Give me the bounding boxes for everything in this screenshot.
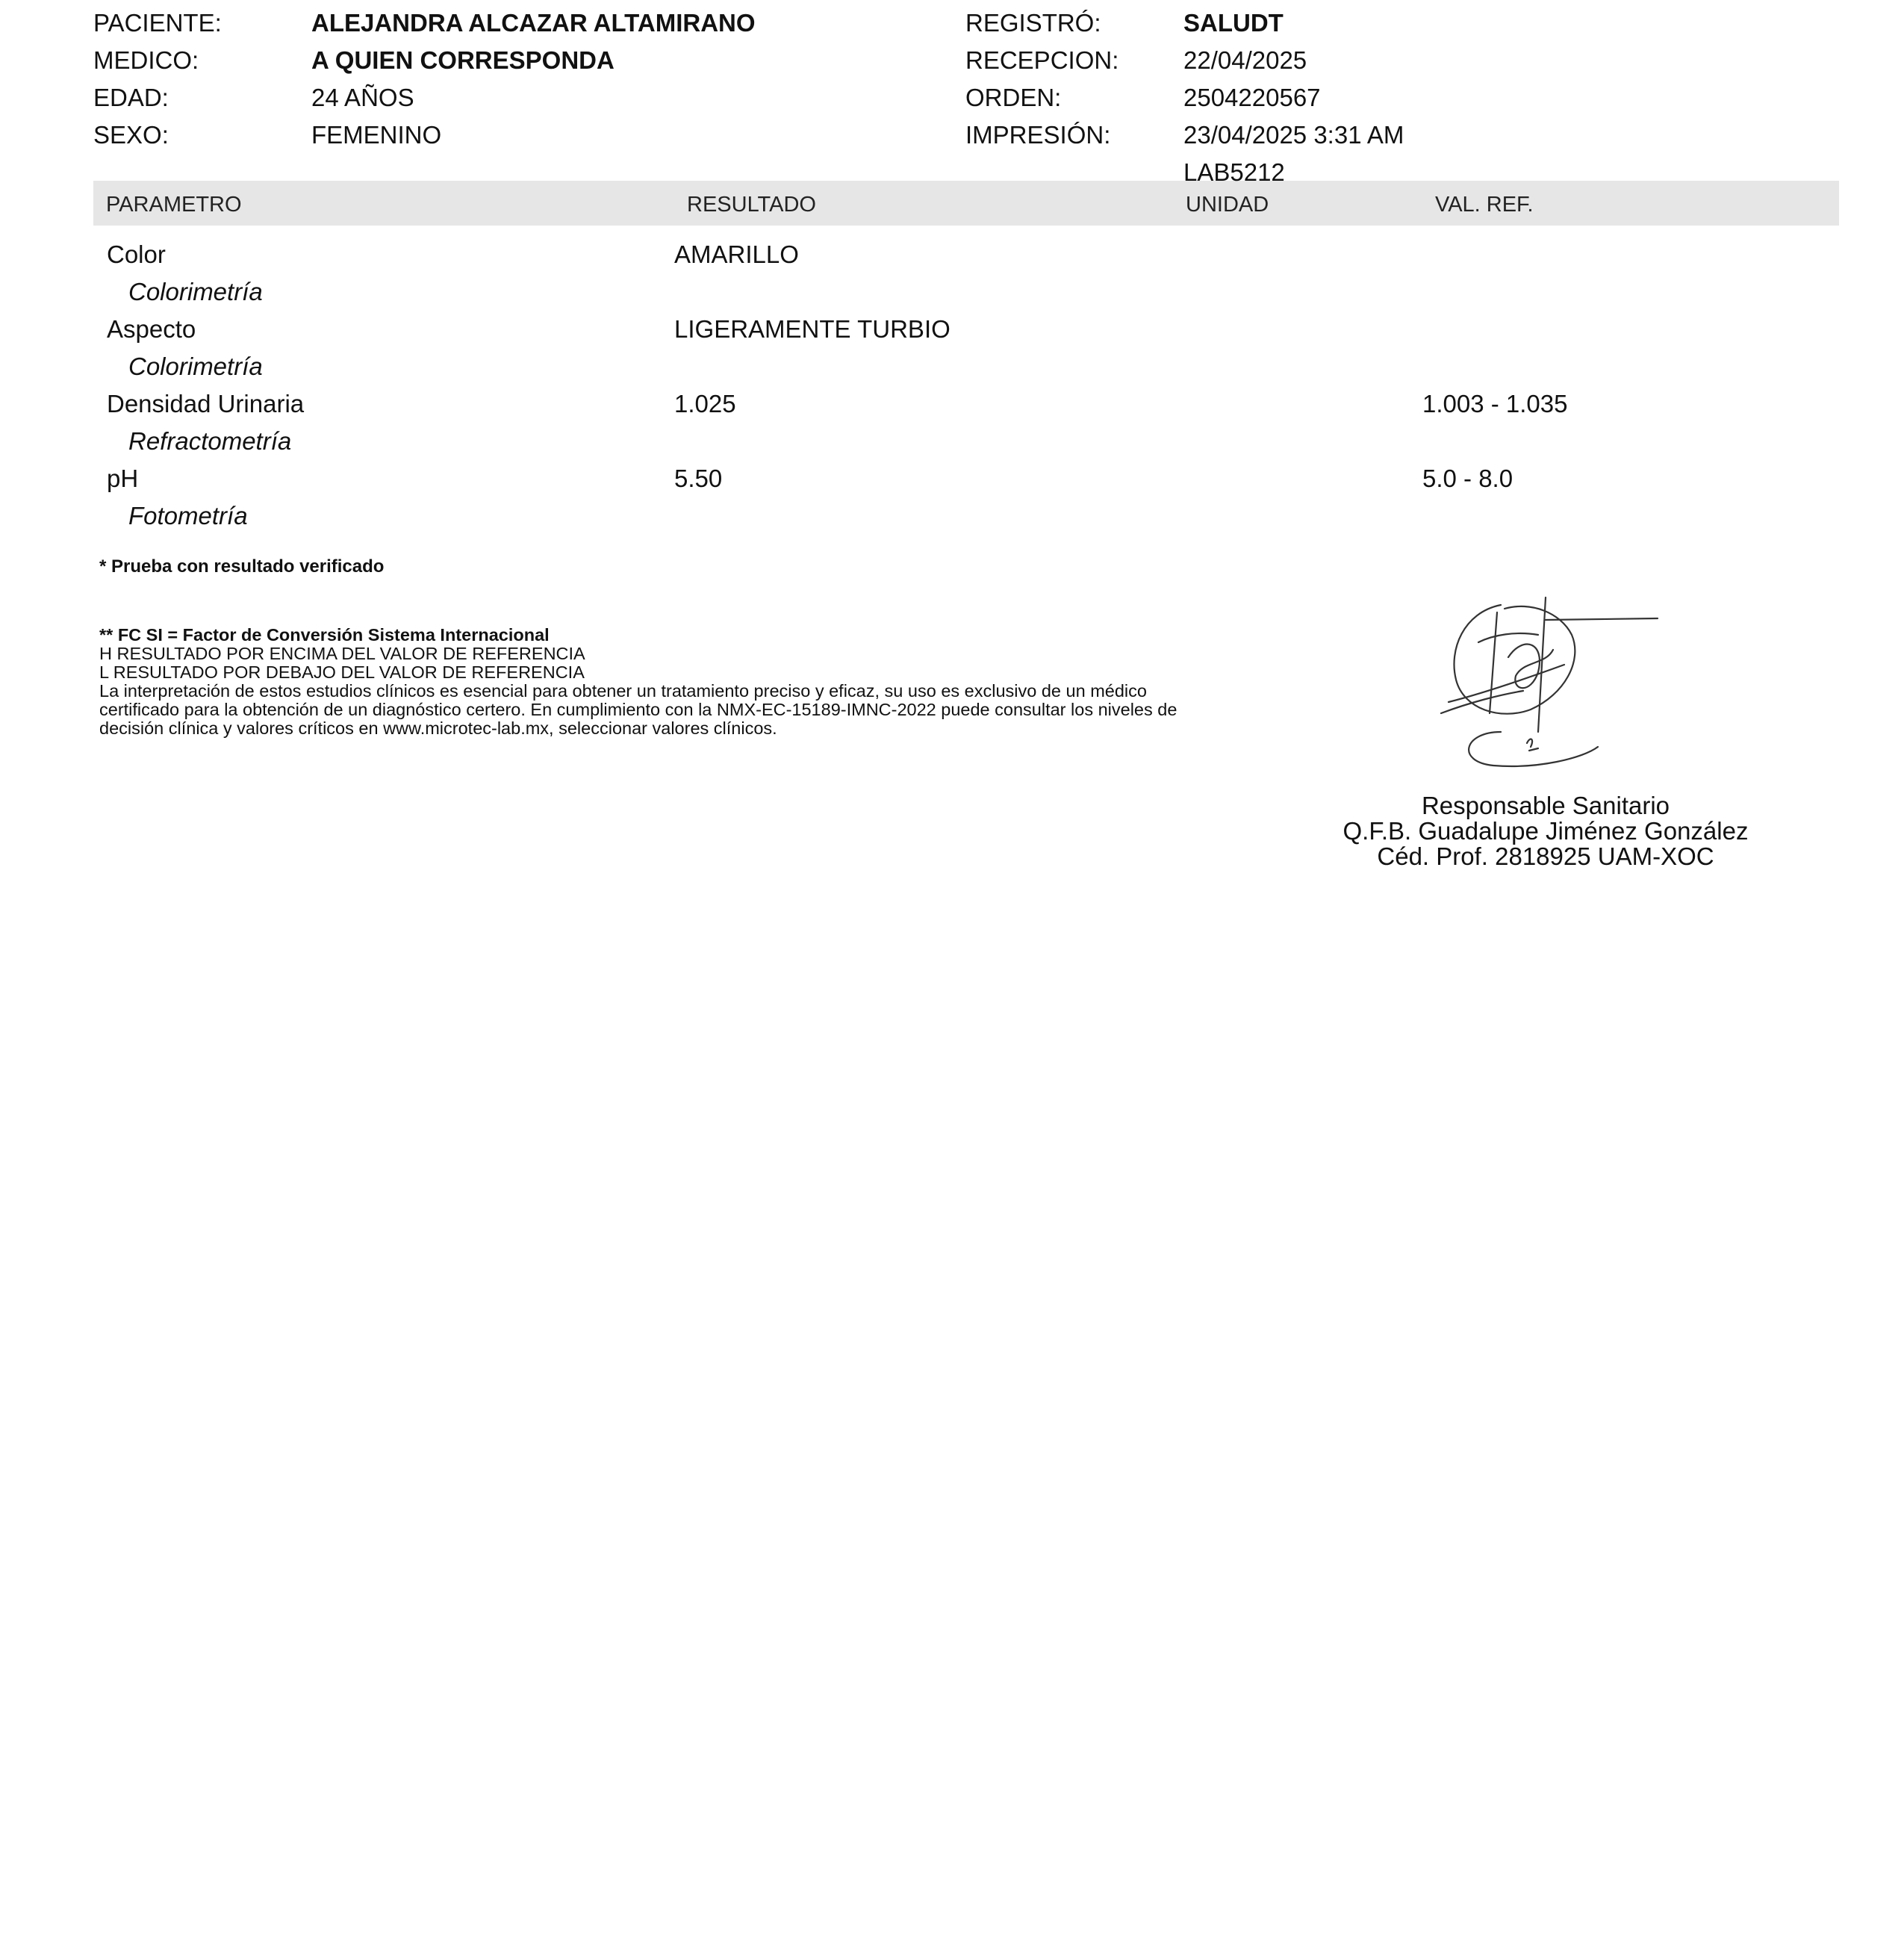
registro-label: REGISTRÓ:	[965, 9, 1101, 37]
signature-role: Responsable Sanitario	[1421, 792, 1670, 819]
row-parametro: Color	[107, 240, 166, 268]
edad-label: EDAD:	[93, 84, 169, 111]
row-metodo: Fotometría	[128, 502, 248, 530]
paciente-value: ALEJANDRA ALCAZAR ALTAMIRANO	[311, 9, 756, 37]
impresion-label: IMPRESIÓN:	[965, 121, 1111, 149]
lab-code: LAB5212	[1183, 158, 1285, 186]
signature-name: Q.F.B. Guadalupe Jiménez González	[1343, 817, 1749, 845]
medico-value: A QUIEN CORRESPONDA	[311, 46, 615, 74]
row-metodo: Colorimetría	[128, 278, 263, 305]
row-parametro: pH	[107, 465, 139, 492]
recepcion-value: 22/04/2025	[1183, 46, 1307, 74]
results-table-header	[93, 181, 1839, 226]
paciente-label: PACIENTE:	[93, 9, 222, 37]
row-resultado: 1.025	[674, 390, 736, 417]
impresion-value: 23/04/2025 3:31 AM	[1183, 121, 1404, 149]
fc-si-note: ** FC SI = Factor de Conversión Sistema Internacional	[99, 625, 550, 645]
row-parametro: Aspecto	[107, 315, 196, 343]
row-resultado: LIGERAMENTE TURBIO	[674, 315, 951, 343]
low-result-note: L RESULTADO POR DEBAJO DEL VALOR DE REFERENCIA	[99, 662, 585, 682]
medico-label: MEDICO:	[93, 46, 199, 74]
col-val-ref: VAL. REF.	[1435, 193, 1534, 217]
disclaimer-line-2: certificado para la obtención de un diagnóstico certero. En cumplimiento con la NMX-EC-15189-IMNC-2022 puede consultar los niveles de	[99, 700, 1177, 719]
sexo-label: SEXO:	[93, 121, 169, 149]
col-unidad: UNIDAD	[1186, 193, 1269, 217]
row-metodo: Colorimetría	[128, 353, 263, 380]
recepcion-label: RECEPCION:	[965, 46, 1119, 74]
signature-icon	[1434, 590, 1673, 777]
disclaimer-line-1: La interpretación de estos estudios clínicos es esencial para obtener un tratamiento preciso y eficaz, su uso es exclusivo de un médico	[99, 681, 1147, 701]
row-resultado: 5.50	[674, 465, 723, 492]
verified-note: * Prueba con resultado verificado	[99, 556, 385, 577]
col-parametro: PARAMETRO	[106, 193, 242, 217]
edad-value: 24 AÑOS	[311, 84, 414, 111]
row-parametro: Densidad Urinaria	[107, 390, 305, 417]
sexo-value: FEMENINO	[311, 121, 442, 149]
orden-label: ORDEN:	[965, 84, 1062, 111]
signature-license: Céd. Prof. 2818925 UAM-XOC	[1377, 842, 1714, 870]
signature-block	[1337, 793, 1755, 869]
row-metodo: Refractometría	[128, 427, 292, 455]
high-result-note: H RESULTADO POR ENCIMA DEL VALOR DE REFERENCIA	[99, 644, 585, 663]
row-resultado: AMARILLO	[674, 240, 799, 268]
legend-block	[99, 626, 1177, 738]
orden-value: 2504220567	[1183, 84, 1321, 111]
row-val-ref: 1.003 - 1.035	[1422, 390, 1568, 417]
col-resultado: RESULTADO	[687, 193, 816, 217]
registro-value: SALUDT	[1183, 9, 1284, 37]
disclaimer-line-3: decisión clínica y valores críticos en www.microtec-lab.mx, seleccionar valores clínicos.	[99, 718, 777, 738]
row-val-ref: 5.0 - 8.0	[1422, 465, 1513, 492]
